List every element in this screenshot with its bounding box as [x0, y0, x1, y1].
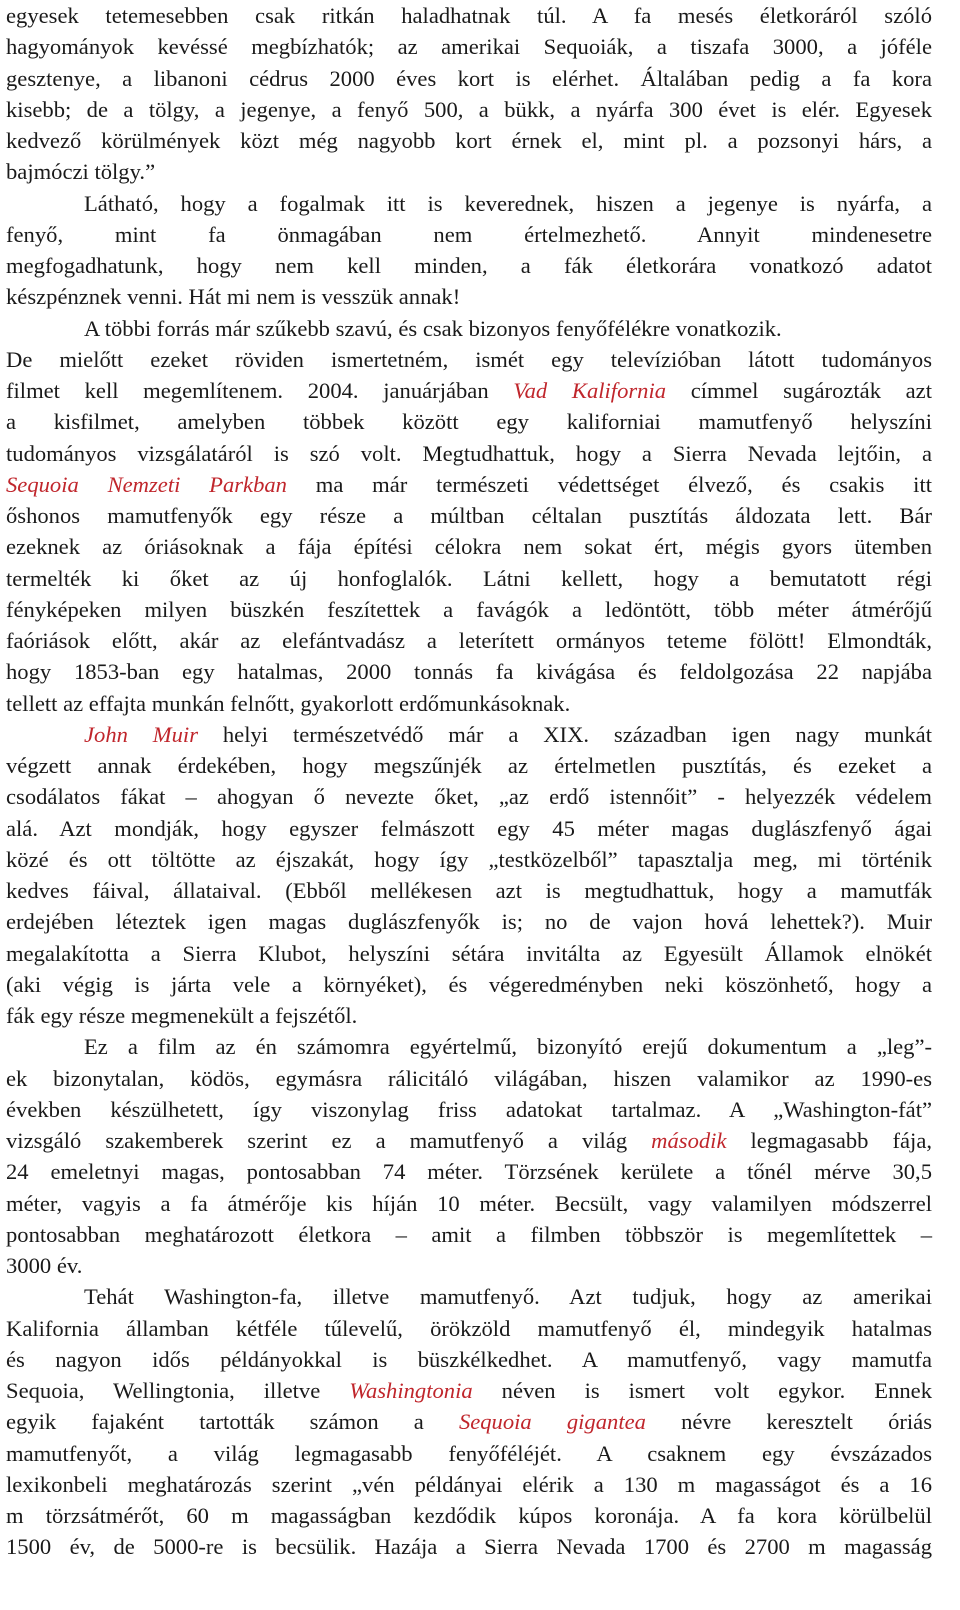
text-line: m törzsátmérőt, 60 m magasságban kezdődik kúpos koronája. A fa kora körülbelül	[6, 1503, 932, 1528]
text-line: alá. Azt mondják, hogy egyszer felmászott egy 45 méter magas duglászfenyő ágai	[6, 815, 932, 841]
film-title-link[interactable]: Vad Kalifornia	[513, 378, 667, 403]
text-line: egyesek tetemesebben csak ritkán haladhatnak túl. A fa mesés életkoráról szóló	[6, 3, 932, 28]
text-line: termelték ki őket az új honfoglalók. Látni kellett, hogy a bemutatott régi	[6, 565, 932, 591]
text-line: őshonos mamutfenyők egy része a múltban céltalan pusztítás áldozata lett. Bár	[6, 503, 932, 528]
text-line	[6, 1125, 932, 1156]
text-line: kedves fáival, állataival. (Ebből mellékesen azt is megtudhattuk, hogy a mamutfák	[6, 878, 932, 903]
text-line: ek bizonytalan, ködös, egymásra rálicitáló világában, hiszen valamikor az 1990-es	[6, 1065, 932, 1091]
text-fragment: egyik fajaként tartották számon a	[6, 1409, 459, 1435]
text-line: (aki végig is járta vele a környéket), és végeredményben neki köszönhető, hogy a	[6, 971, 932, 997]
text-fragment: legmagasabb fája,	[726, 1128, 932, 1153]
text-line: bajmóczi tölgy.”	[6, 159, 156, 185]
text-line: közé és ott töltötte az éjszakát, hogy így „testközelből” tapasztalja meg, mi történik	[6, 846, 932, 872]
text-fragment: Sequoia, Wellingtonia, illetve	[6, 1378, 350, 1403]
paragraph-4	[6, 719, 932, 1032]
text-fragment: filmet kell megemlítenem. 2004. januárjában	[6, 378, 514, 403]
sequoia-gigantea-link[interactable]: Sequoia gigantea	[458, 1409, 646, 1435]
text-fragment: névre keresztelt óriás	[645, 1409, 932, 1435]
text-line: megfogadhatunk, hogy nem kell minden, a fák életkorára vonatkozó adatot	[6, 253, 932, 278]
paragraph-2	[6, 188, 932, 313]
text-line	[6, 375, 932, 406]
text-line: gesztenye, a libanoni cédrus 2000 éves kort is elérhet. Általában pedig a fa kora	[6, 65, 932, 91]
text-line: megalakította a Sierra Klubot, helyszíni sétára invitálta az Egyesült Államok elnökét	[6, 940, 932, 966]
text-fragment: címmel sugározták azt	[666, 378, 932, 403]
text-line	[6, 1406, 932, 1437]
text-line: Kalifornia államban kétféle tűlevelű, örökzöld mamutfenyő él, mindegyik hatalmas	[6, 1315, 932, 1341]
text-line	[6, 719, 932, 750]
paragraph-1	[6, 0, 932, 188]
text-line: fák egy része megmenekült a fejszétől.	[6, 1003, 358, 1028]
text-line: fenyő, mint fa önmagában nem értelmezhető. Annyit mindenesetre	[6, 221, 932, 247]
text-line: ezeknek az óriásoknak a fája építési célokra nem sokat ért, mégis gyors ütemben	[6, 534, 932, 560]
text-line: kedvező körülmények közt még nagyobb kort érnek el, mint pl. a pozsonyi hárs, a	[6, 128, 932, 153]
text-line: a kisfilmet, amelyben többek között egy kaliforniai mamutfenyő helyszíni	[6, 409, 932, 435]
masodik-link[interactable]: második	[651, 1128, 727, 1153]
john-muir-link[interactable]: John Muir	[84, 721, 198, 747]
text-line: 24 emeletnyi magas, pontosabban 74 méter. Törzsének kerülete a tőnél mérve 30,5	[6, 1159, 932, 1185]
washingtonia-link[interactable]: Washingtonia	[349, 1378, 473, 1403]
text-line: méter, vagyis a fa átmérője kis híján 10 méter. Becsült, vagy valamilyen módszerrel	[6, 1190, 932, 1216]
sequoia-park-link[interactable]: Sequoia Nemzeti Parkban	[6, 471, 287, 497]
text-fragment: ma már természeti védettséget élvező, és csakis itt	[286, 471, 932, 497]
text-line: A többi forrás már szűkebb szavú, és csak bizonyos fenyőfélékre vonatkozik.	[84, 315, 782, 341]
text-line: Tehát Washington-fa, illetve mamutfenyő. Azt tudjuk, hogy az amerikai	[84, 1284, 932, 1310]
text-line	[6, 469, 932, 500]
paragraph-6	[6, 1281, 932, 1562]
text-line: és nagyon idős példányokkal is büszkélkedhet. A mamutfenyő, vagy mamutfa	[6, 1346, 932, 1372]
text-fragment: vizsgáló szakemberek szerint ez a mamutfenyő a világ	[6, 1128, 652, 1153]
text-line: csodálatos fákat – ahogyan ő nevezte őket, „az erdő istennőit” - helyezzék védelem	[6, 784, 932, 810]
text-line: mamutfenyőt, a világ legmagasabb fenyőféléjét. A csaknem egy évszázados	[6, 1440, 932, 1466]
text-line: erdejében léteztek igen magas duglászfenyők is; no de vajon hová lehettek?). Muir	[6, 909, 932, 935]
paragraph-5	[6, 1031, 932, 1281]
text-line: Ez a film az én számomra egyértelmű, bizonyító erejű dokumentum a „leg”-	[84, 1034, 932, 1060]
text-line: lexikonbeli meghatározás szerint „vén példányai elérik a 130 m magasságot és a 16	[6, 1471, 932, 1497]
text-line: években készülhetett, így viszonylag friss adatokat tartalmaz. A „Washington-fát”	[6, 1096, 932, 1122]
text-line: Látható, hogy a fogalmak itt is keverednek, hiszen a jegenye is nyárfa, a	[84, 190, 932, 216]
text-line: tellett az effajta munkán felnőtt, gyakorlott erdőmunkásoknak.	[6, 690, 571, 716]
text-line: kisebb; de a tölgy, a jegenye, a fenyő 500, a bükk, a nyárfa 300 évet is elér. Egyesek	[6, 96, 932, 122]
paragraph-3	[6, 313, 932, 719]
text-line: fényképeken milyen büszkén feszítettek a favágók a ledöntött, több méter átmérőjű	[6, 596, 932, 622]
text-line: pontosabban meghatározott életkora – amit a filmben többször is megemlítettek –	[6, 1221, 932, 1247]
text-fragment: helyi természetvédő már a XIX. században igen nagy munkát	[198, 721, 932, 747]
text-line: 1500 év, de 5000-re is becsülik. Hazája a Sierra Nevada 1700 és 2700 m magasság	[6, 1534, 932, 1560]
text-line: végzett annak érdekében, hogy megszűnjék az értelmetlen pusztítás, és ezeket a	[6, 753, 932, 778]
text-line: tudományos vizsgálatáról is szó volt. Megtudhattuk, hogy a Sierra Nevada lejtőin, a	[6, 440, 932, 466]
text-line: készpénznek venni. Hát mi nem is vesszük annak!	[6, 284, 461, 310]
text-fragment: néven is ismert volt egykor. Ennek	[472, 1378, 933, 1403]
text-line: De mielőtt ezeket röviden ismertetném, ismét egy televízióban látott tudományos	[6, 346, 932, 372]
text-line: hagyományok kevéssé megbízhatók; az amerikai Sequoiák, a tiszafa 3000, a jóféle	[6, 34, 932, 60]
text-line: faóriások előtt, akár az elefántvadász a leterített ormányos teteme fölött! Elmondták,	[6, 628, 932, 653]
text-line	[6, 1375, 932, 1406]
text-line: hogy 1853-ban egy hatalmas, 2000 tonnás fa kivágása és feldolgozása 22 napjába	[6, 659, 932, 685]
text-line: 3000 év.	[6, 1253, 83, 1278]
